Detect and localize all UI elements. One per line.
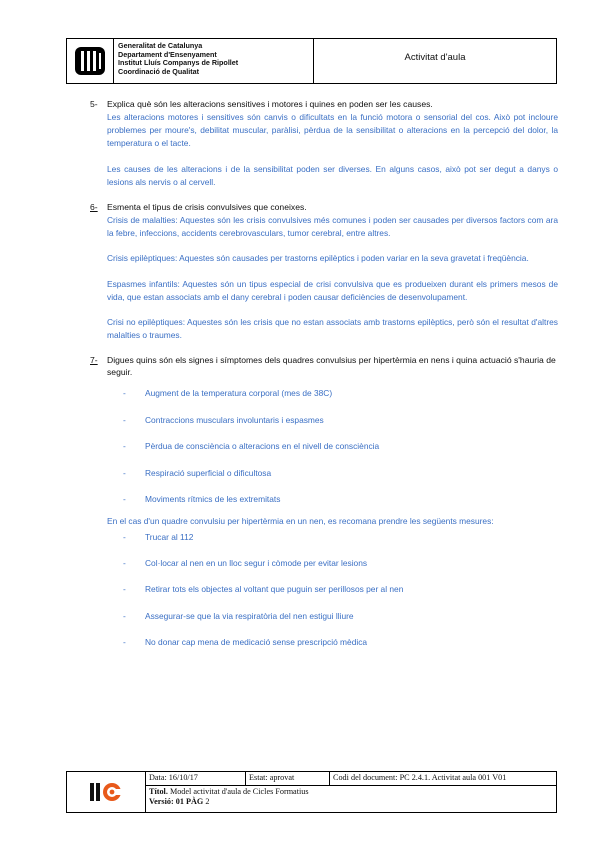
question-6-text: Esmenta el tipus de crisis convulsives que coneixes. <box>107 202 307 213</box>
answer-5-paragraph-1: Les alteracions motores i sensitives són canvis o dificultats en la funció motora o sensorial del cos. Això pot incloure problemes per moure's, debilitat muscular, paràlisi, pèrdua de la sensibilitat o alteracions en la percepció del dolor, la temperatura o el tacte. <box>107 112 558 149</box>
organization-block <box>114 39 314 83</box>
footer-code: Codi del document: PC 2.4.1. Activitat aula 001 V01 <box>333 773 507 782</box>
answer-6-paragraph-1: Crisis de malalties: Aquestes són les crisis convulsives més comunes i poden ser causades per diversos factors com ara la febre, infeccions, accidents cerebrovasculars, tumor cerebral, entre altres. <box>107 215 558 239</box>
org-line-coordination: Coordinació de Qualitat <box>118 66 200 76</box>
document-content <box>90 98 558 663</box>
question-5-number: 5- <box>90 99 98 109</box>
question-7-text: Digues quins són els signes i símptomes dels quadres convulsius per hipertèrmia en nens i quina actuació s'hauria de seguir. <box>107 355 556 378</box>
footer-row-meta <box>146 772 556 786</box>
org-line-generalitat: Generalitat de Catalunya <box>118 41 203 50</box>
footer-version-label: Versió: 01 PÀG <box>149 797 204 806</box>
footer-page-number: 2 <box>205 797 210 806</box>
document-title: Activitat d'aula <box>404 52 466 63</box>
signs-list <box>123 387 558 505</box>
question-6 <box>90 201 558 213</box>
ilc-logo-icon <box>67 772 146 812</box>
list-item: - Trucar al 112 <box>123 531 194 542</box>
footer-row-title <box>146 786 556 808</box>
list-item: - Respiració superficial o dificultosa <box>123 467 272 478</box>
question-7 <box>90 354 558 378</box>
list-item: - Moviments rítmics de les extremitats <box>123 494 281 504</box>
list-item: - Contraccions musculars involuntaris i espasmes <box>123 414 324 425</box>
question-5 <box>90 98 558 110</box>
list-item: - Augment de la temperatura corporal (mes de 38C) <box>123 388 333 399</box>
list-item: - Pèrdua de consciència o alteracions en el nivell de consciència <box>123 441 380 452</box>
question-7-number: 7- <box>90 355 98 366</box>
generalitat-emblem-icon <box>67 39 114 83</box>
actions-list <box>123 531 558 649</box>
org-line-department: Departament d'Ensenyament <box>118 49 217 59</box>
list-item: - Retirar tots els objectes al voltant que puguin ser perillosos per al nen <box>123 584 404 595</box>
footer-state: Estat: aprovat <box>246 772 330 785</box>
actions-intro: En el cas d'un quadre convulsiu per hipertèrmia en un nen, es recomana prendre les següents mesures: <box>107 516 494 527</box>
list-item: - Col·locar al nen en un lloc segur i còmode per evitar lesions <box>123 557 368 568</box>
answer-6-paragraph-4: Crisi no epilèptiques: Aquestes són les crisis que no estan associats amb trastorns epilèptics, però són el resultat d'altres malalties o traumes. <box>107 317 558 341</box>
footer-info <box>146 772 556 812</box>
footer-date: Data: 16/10/17 <box>146 772 246 785</box>
question-5-text: Explica què són les alteracions sensitives i motores i quines en poden ser les causes. <box>107 99 433 109</box>
answer-6-paragraph-2: Crisis epilèptiques: Aquestes són causades per trastorns epilèptics i poden variar en la seva gravetat i freqüència. <box>107 253 529 264</box>
footer-title-label: Títol. <box>149 787 168 796</box>
document-footer <box>66 771 557 813</box>
footer-title-value: Model activitat d'aula de Cicles Formatius <box>167 787 309 796</box>
answer-5-paragraph-2: Les causes de les alteracions i de la sensibilitat poden ser diverses. En alguns casos, això pot ser degut a danys o lesions als nervis o al cervell. <box>107 163 558 187</box>
org-line-institute: Institut Lluís Companys de Ripollet <box>118 58 239 68</box>
document-header <box>66 38 557 84</box>
list-item: - No donar cap mena de medicació sense prescripció mèdica <box>123 637 368 648</box>
answer-6-paragraph-3: Espasmes infantils: Aquestes són un tipus especial de crisi convulsiva que es produeixen durant els primers mesos de vida, que estan associats amb el dany cerebral i poden causar deficiències de desenvolupament. <box>107 278 558 302</box>
question-6-number: 6- <box>90 202 98 213</box>
list-item: - Assegurar-se que la via respiratòria del nen estigui lliure <box>123 610 354 621</box>
